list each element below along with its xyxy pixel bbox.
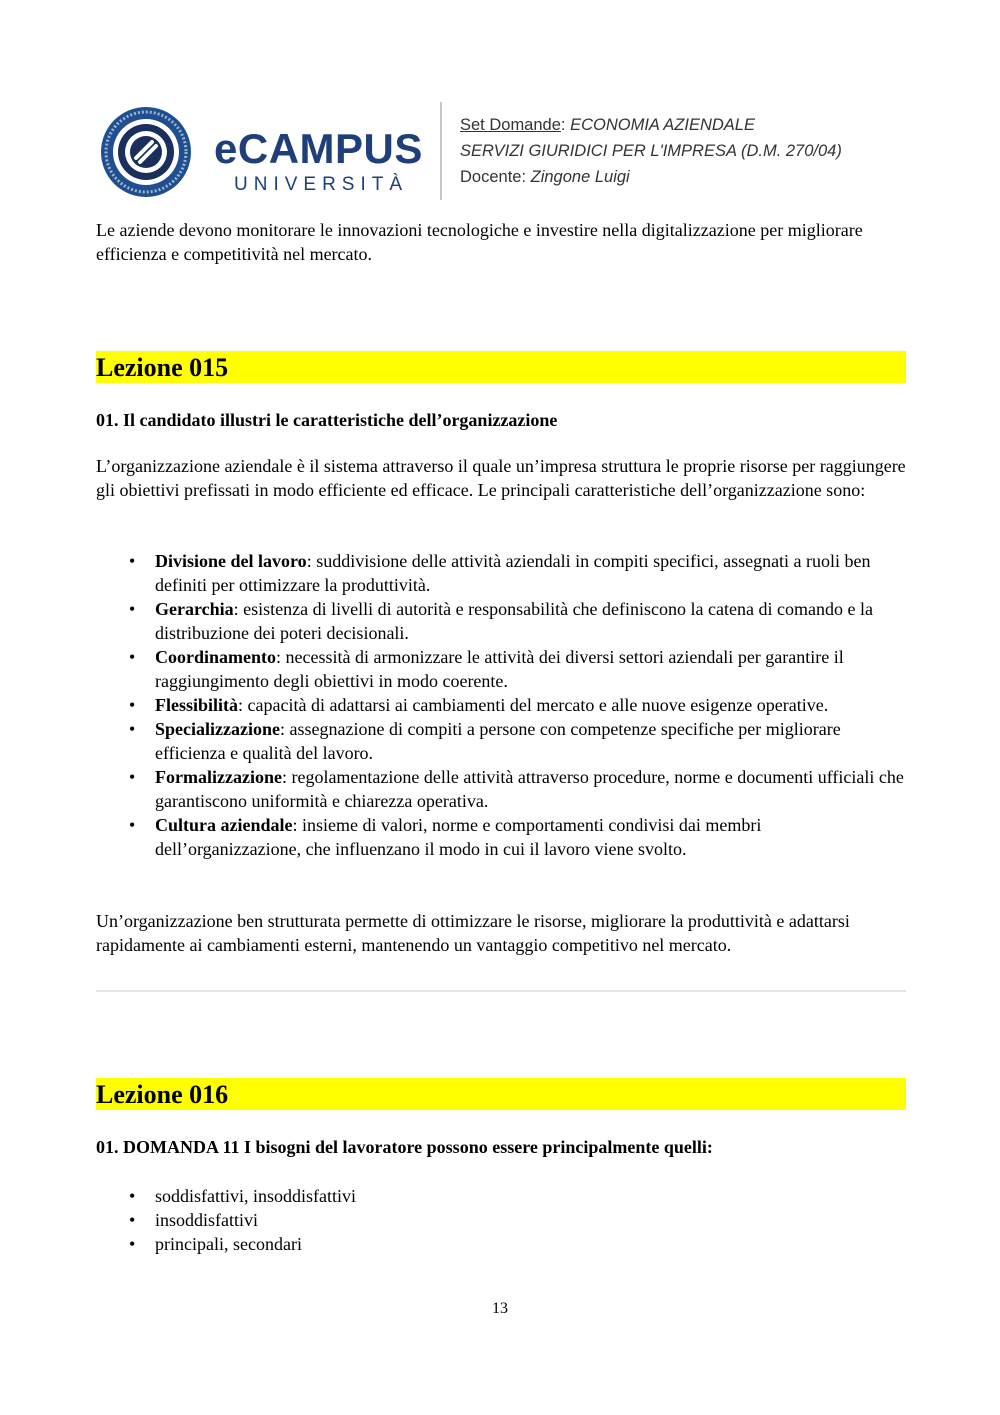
lesson-016-heading [96,1078,906,1110]
list-item [96,813,906,861]
docente-line: Docente: Zingone Luigi [460,168,630,186]
item-desc: : necessità di armonizzare le attività dei diversi settori aziendali per garantire il raggiungimento degli obiettivi in modo coerente. [155,647,844,691]
item-term: Gerarchia [155,599,234,619]
answer-option: • principali, secondari [96,1232,906,1256]
lesson-016-question: 01. DOMANDA 11 I bisogni del lavoratore possono essere principalmente quelli: [96,1137,713,1157]
item-desc: : esistenza di livelli di autorità e responsabilità che definiscono la catena di comando e la distribuzione dei poteri decisionali. [155,599,873,643]
answer-option: • insoddisfattivi [96,1208,906,1232]
list-item [96,765,906,813]
document-header [96,100,906,200]
item-term: Divisione del lavoro [155,551,307,571]
lesson-title: Lezione 015 [96,353,229,382]
item-term: Coordinamento [155,647,276,667]
set-label: Set Domande [460,116,561,134]
set-domande-line: Set Domande: ECONOMIA AZIENDALE [460,116,755,134]
item-desc: : assegnazione di compiti a persone con competenze specifiche per migliorare efficienza e qualità del lavoro. [155,719,841,763]
list-item [96,549,906,597]
item-term: Flessibilità [155,695,239,715]
page-number: 13 [492,1300,508,1317]
lesson-015-question: 01. Il candidato illustri le caratteristiche dell’organizzazione [96,410,558,430]
item-term: Formalizzazione [155,767,282,787]
brand-subtitle: UNIVERSITÀ [234,174,409,195]
brand-name: eCAMPUS [214,125,423,172]
item-desc: : capacità di adattarsi ai cambiamenti del mercato e alle nuove esigenze operative. [238,695,829,715]
organization-characteristics-list [96,549,906,861]
item-term: Cultura aziendale [155,815,293,835]
item-desc: : suddivisione delle attività aziendali in compiti specifici, assegnati a ruoli ben definiti per ottimizzare la produttività. [155,551,871,595]
item-term: Specializzazione [155,719,280,739]
set-value: ECONOMIA AZIENDALE [570,116,755,134]
section-divider [96,990,906,992]
list-item [96,717,906,765]
course-line [460,138,842,164]
lesson-015-conclusion: Un’organizzazione ben strutturata permette di ottimizzare le risorse, migliorare la produttività e adattarsi rapidamente ai cambiamenti esterni, mantenendo un vantaggio competitivo nel mercato. [96,911,850,955]
item-desc: : regolamentazione delle attività attraverso procedure, norme e documenti ufficiali che garantiscono uniformità e chiarezza operativa. [155,767,904,811]
lesson-015-heading [96,351,906,383]
answer-options-list [96,1184,906,1256]
course-name: SERVIZI GIURIDICI PER L'IMPRESA (D.M. 270/04) [460,142,842,160]
docente-label: Docente [460,168,522,186]
header-divider [440,102,442,200]
lesson-title: Lezione 016 [96,1080,229,1109]
university-logo-text [214,125,423,196]
list-item [96,693,906,717]
item-desc: : insieme di valori, norme e comportamenti condivisi dai membri dell’organizzazione, che influenzano il modo in cui il lavoro viene svolto. [155,815,762,859]
answer-option: • soddisfattivi, insoddisfattivi [96,1184,906,1208]
list-item [96,645,906,693]
university-seal-logo [100,106,192,198]
intro-paragraph: Le aziende devono monitorare le innovazioni tecnologiche e investire nella digitalizzazione per migliorare efficienza e competitività nel mercato. [96,220,863,264]
docente-name: Zingone Luigi [530,168,630,186]
header-info [460,112,842,190]
list-item [96,597,906,645]
lesson-015-intro: L’organizzazione aziendale è il sistema attraverso il quale un’impresa struttura le proprie risorse per raggiungere gli obiettivi prefissati in modo efficiente ed efficace. Le principali caratteristiche dell’organizzazione sono: [96,456,906,500]
